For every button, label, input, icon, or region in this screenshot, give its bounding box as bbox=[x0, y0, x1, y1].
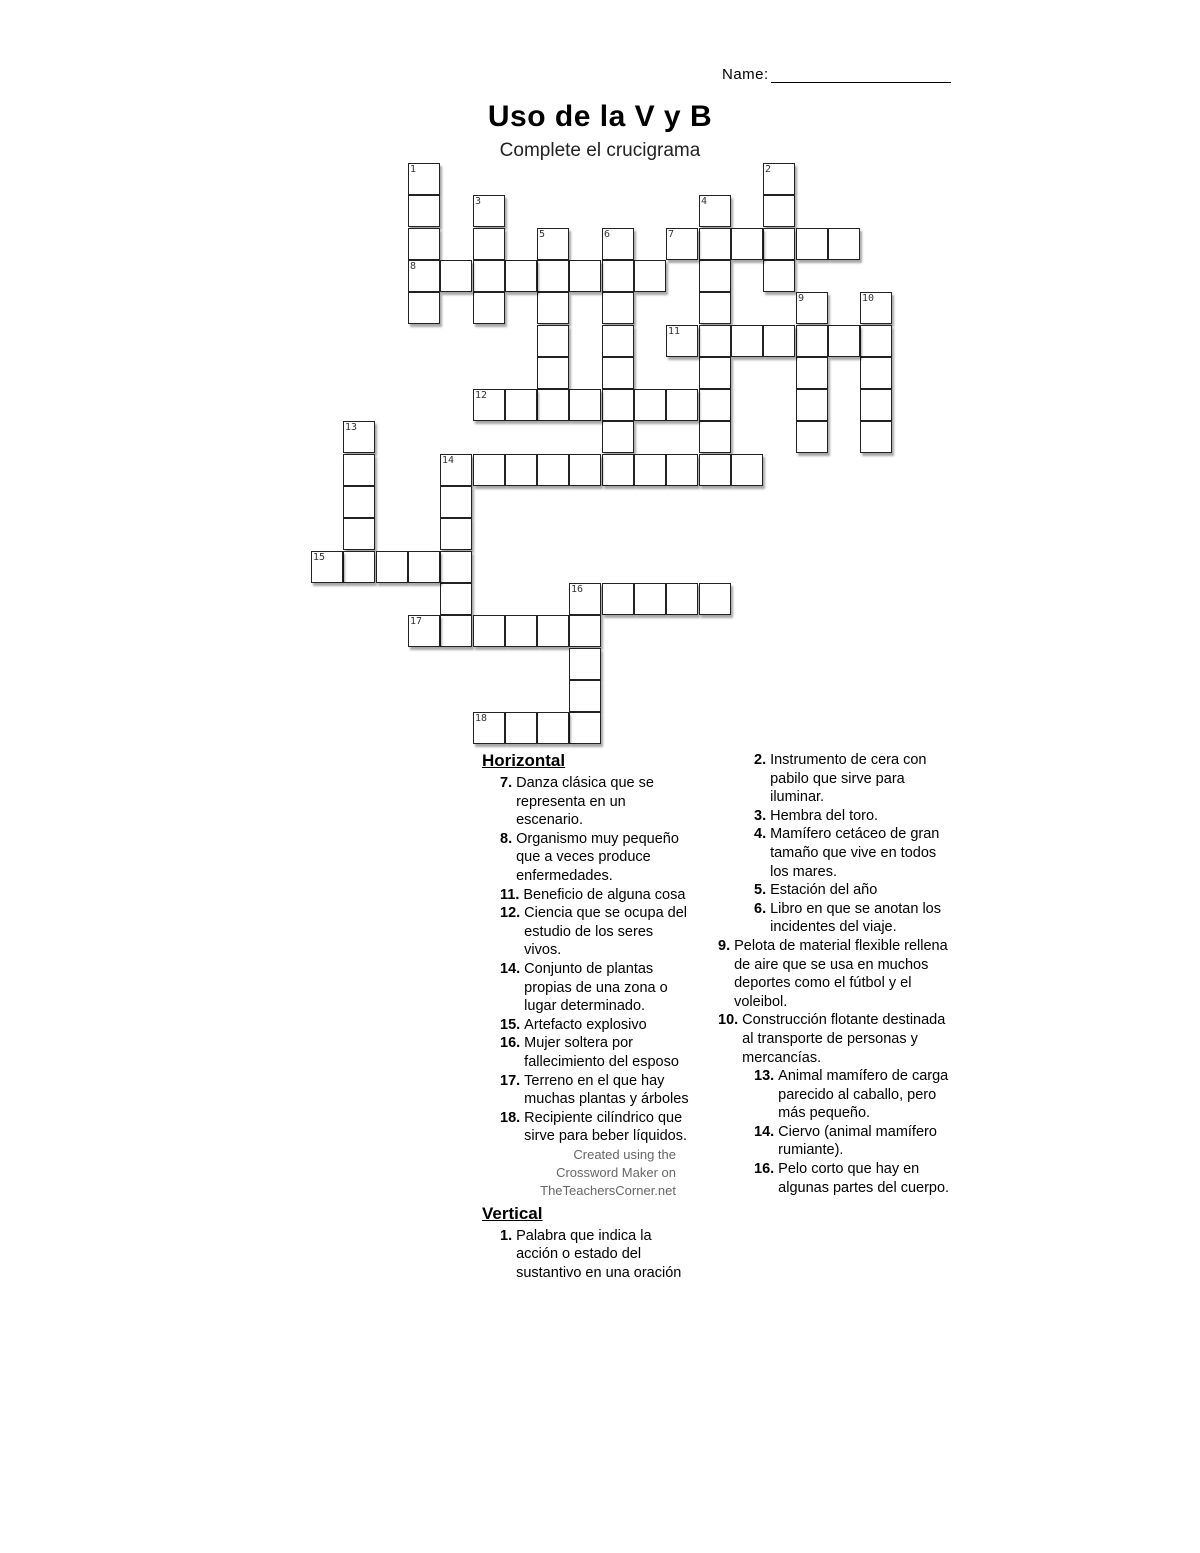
cell-number: 9 bbox=[798, 293, 805, 304]
crossword-grid bbox=[0, 0, 1200, 760]
clue-text: Instrumento de cera con pabilo que sirve para iluminar. bbox=[770, 752, 927, 806]
credit-line: Created using the bbox=[573, 1146, 676, 1162]
clue-text: Recipiente cilíndrico que sirve para beber líquidos. bbox=[524, 1109, 687, 1145]
clue-number: 18. bbox=[500, 1109, 521, 1126]
clue-text: Pelota de material flexible rellena de aire que se usa en muchos deportes como el fútbol y el voleibol. bbox=[734, 937, 948, 1010]
crossword-cell[interactable] bbox=[569, 680, 601, 712]
crossword-cell[interactable] bbox=[473, 389, 505, 421]
crossword-cell[interactable] bbox=[828, 228, 860, 260]
clue-item bbox=[718, 900, 958, 937]
page-title: Uso de la V y B bbox=[487, 100, 713, 133]
clue-number: 4. bbox=[754, 826, 767, 843]
crossword-cell[interactable] bbox=[602, 389, 634, 421]
clue-text: Artefacto explosivo bbox=[524, 1016, 647, 1033]
crossword-cell[interactable] bbox=[699, 583, 731, 615]
clue-text: Libro en que se anotan los incidentes del viaje. bbox=[770, 900, 941, 936]
crossword-cell[interactable] bbox=[537, 292, 569, 324]
crossword-cell[interactable] bbox=[376, 551, 408, 583]
clue-item bbox=[482, 1227, 692, 1283]
clue-text: Terreno en el que hay muchas plantas y árboles bbox=[524, 1072, 689, 1108]
cell-number: 7 bbox=[668, 229, 675, 240]
clue-item bbox=[718, 1067, 958, 1123]
cell-number: 13 bbox=[345, 422, 358, 433]
crossword-cell[interactable] bbox=[569, 260, 601, 292]
clue-number: 14. bbox=[500, 960, 521, 977]
crossword-cell[interactable] bbox=[505, 389, 537, 421]
credit-text bbox=[482, 1146, 692, 1201]
vertical-clue-list-continued bbox=[718, 751, 958, 1197]
crossword-cell[interactable] bbox=[343, 454, 375, 486]
vertical-clue-list bbox=[482, 1227, 692, 1283]
clue-number: 16. bbox=[500, 1035, 521, 1052]
crossword-cell[interactable] bbox=[343, 486, 375, 518]
crossword-cell[interactable] bbox=[699, 228, 731, 260]
crossword-cell[interactable] bbox=[634, 454, 666, 486]
crossword-cell[interactable] bbox=[343, 518, 375, 550]
cell-number: 2 bbox=[765, 164, 772, 175]
crossword-cell[interactable] bbox=[699, 325, 731, 357]
crossword-cell[interactable] bbox=[666, 325, 698, 357]
crossword-cell[interactable] bbox=[473, 292, 505, 324]
clue-item bbox=[482, 1072, 692, 1109]
crossword-cell[interactable] bbox=[666, 228, 698, 260]
crossword-cell[interactable] bbox=[602, 325, 634, 357]
crossword-cell[interactable] bbox=[569, 648, 601, 680]
clue-item bbox=[482, 1016, 692, 1035]
clue-number: 11. bbox=[500, 886, 520, 903]
crossword-cell[interactable] bbox=[731, 454, 763, 486]
horizontal-clue-list bbox=[482, 774, 692, 1146]
crossword-cell[interactable] bbox=[602, 421, 634, 453]
clue-text: Organismo muy pequeño que a veces produce enfermedades. bbox=[516, 830, 679, 884]
clue-number: 6. bbox=[754, 900, 767, 917]
cell-number: 3 bbox=[475, 196, 482, 207]
crossword-cell[interactable] bbox=[763, 325, 795, 357]
crossword-cell[interactable] bbox=[408, 163, 440, 195]
cell-number: 12 bbox=[475, 390, 488, 401]
clue-text: Pelo corto que hay en algunas partes del cuerpo. bbox=[778, 1161, 950, 1196]
clue-item bbox=[482, 904, 692, 960]
cell-number: 6 bbox=[604, 229, 611, 240]
crossword-cell[interactable] bbox=[699, 454, 731, 486]
clue-number: 2. bbox=[754, 752, 767, 768]
cell-number: 4 bbox=[701, 196, 708, 207]
clue-number: 7. bbox=[500, 775, 513, 791]
crossword-cell[interactable] bbox=[569, 615, 601, 647]
crossword-cell[interactable] bbox=[440, 486, 472, 518]
crossword-cell[interactable] bbox=[473, 228, 505, 260]
crossword-cell[interactable] bbox=[408, 195, 440, 227]
clue-text: Estación del año bbox=[770, 882, 878, 899]
clue-text: Ciencia que se ocupa del estudio de los seres vivos. bbox=[524, 905, 688, 959]
crossword-cell[interactable] bbox=[796, 228, 828, 260]
crossword-cell[interactable] bbox=[569, 583, 601, 615]
crossword-cell[interactable] bbox=[473, 454, 505, 486]
crossword-cell[interactable] bbox=[796, 325, 828, 357]
cell-number: 1 bbox=[410, 164, 417, 175]
clues-column-right bbox=[718, 751, 958, 1197]
crossword-cell[interactable] bbox=[408, 228, 440, 260]
crossword-cell[interactable] bbox=[602, 228, 634, 260]
crossword-cell[interactable] bbox=[537, 454, 569, 486]
clue-item bbox=[718, 937, 958, 1011]
clue-text: Animal mamífero de carga parecido al caballo, pero más pequeño. bbox=[778, 1068, 949, 1122]
crossword-cell[interactable] bbox=[860, 389, 892, 421]
clue-text: Conjunto de plantas propias de una zona o lugar determinado. bbox=[524, 960, 668, 1015]
cell-number: 5 bbox=[539, 229, 546, 240]
cell-number: 17 bbox=[410, 616, 423, 627]
cell-number: 14 bbox=[442, 455, 455, 466]
clue-number: 8. bbox=[500, 830, 513, 847]
clue-item bbox=[718, 1011, 958, 1067]
crossword-cell[interactable] bbox=[860, 325, 892, 357]
credit-line: Crossword Maker on bbox=[556, 1165, 676, 1181]
crossword-cell[interactable] bbox=[699, 260, 731, 292]
horizontal-heading: Horizontal bbox=[482, 751, 566, 770]
crossword-cell[interactable] bbox=[473, 615, 505, 647]
crossword-cell[interactable] bbox=[860, 292, 892, 324]
crossword-cell[interactable] bbox=[537, 325, 569, 357]
crossword-cell[interactable] bbox=[408, 292, 440, 324]
clue-item bbox=[482, 1034, 692, 1071]
crossword-cell[interactable] bbox=[796, 389, 828, 421]
clue-item bbox=[718, 1160, 958, 1197]
crossword-cell[interactable] bbox=[569, 454, 601, 486]
crossword-cell[interactable] bbox=[699, 195, 731, 227]
vertical-heading: Vertical bbox=[482, 1203, 543, 1223]
crossword-cell[interactable] bbox=[440, 260, 472, 292]
crossword-cell[interactable] bbox=[440, 551, 472, 583]
crossword-cell[interactable] bbox=[537, 260, 569, 292]
clue-text: Danza clásica que se representa en un escenario. bbox=[516, 775, 654, 829]
crossword-cell[interactable] bbox=[602, 583, 634, 615]
crossword-cell[interactable] bbox=[440, 518, 472, 550]
clue-number: 10. bbox=[718, 1012, 739, 1029]
crossword-cell[interactable] bbox=[763, 260, 795, 292]
crossword-cell[interactable] bbox=[796, 357, 828, 389]
crossword-cell[interactable] bbox=[828, 325, 860, 357]
clue-number: 13. bbox=[754, 1068, 775, 1085]
clue-text: Mamífero cetáceo de gran tamaño que vive en todos los mares. bbox=[770, 826, 940, 880]
crossword-cell[interactable] bbox=[569, 389, 601, 421]
clue-item bbox=[718, 751, 958, 807]
clue-text: Construcción flotante destinada al transporte de personas y mercancías. bbox=[742, 1012, 946, 1066]
crossword-cell[interactable] bbox=[699, 292, 731, 324]
crossword-cell[interactable] bbox=[537, 615, 569, 647]
cell-number: 16 bbox=[571, 584, 584, 595]
clue-item bbox=[482, 774, 692, 830]
cell-number: 8 bbox=[410, 261, 417, 272]
crossword-cell[interactable] bbox=[473, 195, 505, 227]
clue-item bbox=[482, 830, 692, 886]
clue-item bbox=[482, 886, 692, 905]
page-subtitle: Complete el crucigrama bbox=[499, 140, 701, 161]
crossword-cell[interactable] bbox=[311, 551, 343, 583]
cell-number: 11 bbox=[668, 326, 681, 337]
crossword-cell[interactable] bbox=[763, 163, 795, 195]
crossword-cell[interactable] bbox=[731, 325, 763, 357]
crossword-cell[interactable] bbox=[860, 421, 892, 453]
crossword-cell[interactable] bbox=[602, 454, 634, 486]
clue-text: Beneficio de alguna cosa bbox=[523, 886, 686, 903]
crossword-cell[interactable] bbox=[796, 292, 828, 324]
clue-number: 3. bbox=[754, 807, 767, 824]
crossword-cell[interactable] bbox=[505, 260, 537, 292]
crossword-cell[interactable] bbox=[408, 260, 440, 292]
clue-text: Mujer soltera por fallecimiento del esposo bbox=[524, 1035, 679, 1070]
crossword-cell[interactable] bbox=[440, 454, 472, 486]
crossword-cell[interactable] bbox=[343, 421, 375, 453]
crossword-cell[interactable] bbox=[666, 454, 698, 486]
crossword-cell[interactable] bbox=[602, 292, 634, 324]
clue-number: 12. bbox=[500, 905, 521, 922]
clue-item bbox=[718, 807, 958, 826]
crossword-cell[interactable] bbox=[440, 615, 472, 647]
clue-number: 1. bbox=[500, 1227, 513, 1244]
crossword-cell[interactable] bbox=[634, 260, 666, 292]
clue-text: Ciervo (animal mamífero rumiante). bbox=[778, 1123, 937, 1159]
crossword-cell[interactable] bbox=[699, 421, 731, 453]
crossword-cell[interactable] bbox=[634, 583, 666, 615]
crossword-cell[interactable] bbox=[505, 615, 537, 647]
crossword-cell[interactable] bbox=[602, 357, 634, 389]
crossword-cell[interactable] bbox=[796, 421, 828, 453]
crossword-cell[interactable] bbox=[763, 228, 795, 260]
crossword-cell[interactable] bbox=[666, 389, 698, 421]
crossword-cell[interactable] bbox=[343, 551, 375, 583]
crossword-cell[interactable] bbox=[473, 712, 505, 744]
name-label: Name: bbox=[722, 66, 769, 83]
cell-number: 10 bbox=[862, 293, 875, 304]
clue-number: 9. bbox=[718, 937, 731, 954]
crossword-cell[interactable] bbox=[408, 551, 440, 583]
credit-line: TheTeachersCorner.net bbox=[540, 1183, 676, 1199]
crossword-cell[interactable] bbox=[505, 454, 537, 486]
clue-item bbox=[482, 1109, 692, 1146]
crossword-cell[interactable] bbox=[440, 583, 472, 615]
clue-item bbox=[718, 825, 958, 881]
clue-text: Hembra del toro. bbox=[770, 807, 879, 824]
cell-number: 18 bbox=[475, 713, 488, 724]
clue-number: 17. bbox=[500, 1072, 521, 1089]
crossword-cell[interactable] bbox=[408, 615, 440, 647]
crossword-cell[interactable] bbox=[537, 228, 569, 260]
clue-number: 5. bbox=[754, 882, 767, 899]
crossword-cell[interactable] bbox=[860, 357, 892, 389]
clue-item bbox=[482, 960, 692, 1016]
crossword-cell[interactable] bbox=[537, 357, 569, 389]
clues-column-left bbox=[482, 750, 692, 1283]
crossword-cell[interactable] bbox=[473, 260, 505, 292]
crossword-cell[interactable] bbox=[699, 357, 731, 389]
crossword-cell[interactable] bbox=[505, 712, 537, 744]
crossword-cell[interactable] bbox=[731, 228, 763, 260]
clue-number: 14. bbox=[754, 1123, 775, 1140]
clue-item bbox=[718, 1123, 958, 1160]
crossword-cell[interactable] bbox=[666, 583, 698, 615]
clue-item bbox=[718, 881, 958, 900]
crossword-cell[interactable] bbox=[602, 260, 634, 292]
clue-number: 15. bbox=[500, 1016, 521, 1033]
crossword-cell[interactable] bbox=[699, 389, 731, 421]
clue-number: 16. bbox=[754, 1161, 775, 1178]
clue-text: Palabra que indica la acción o estado del sustantivo en una oración bbox=[516, 1227, 682, 1281]
cell-number: 15 bbox=[313, 552, 326, 563]
crossword-cell[interactable] bbox=[569, 712, 601, 744]
crossword-cell[interactable] bbox=[537, 712, 569, 744]
crossword-cell[interactable] bbox=[634, 389, 666, 421]
crossword-cell[interactable] bbox=[537, 389, 569, 421]
crossword-cell[interactable] bbox=[763, 195, 795, 227]
